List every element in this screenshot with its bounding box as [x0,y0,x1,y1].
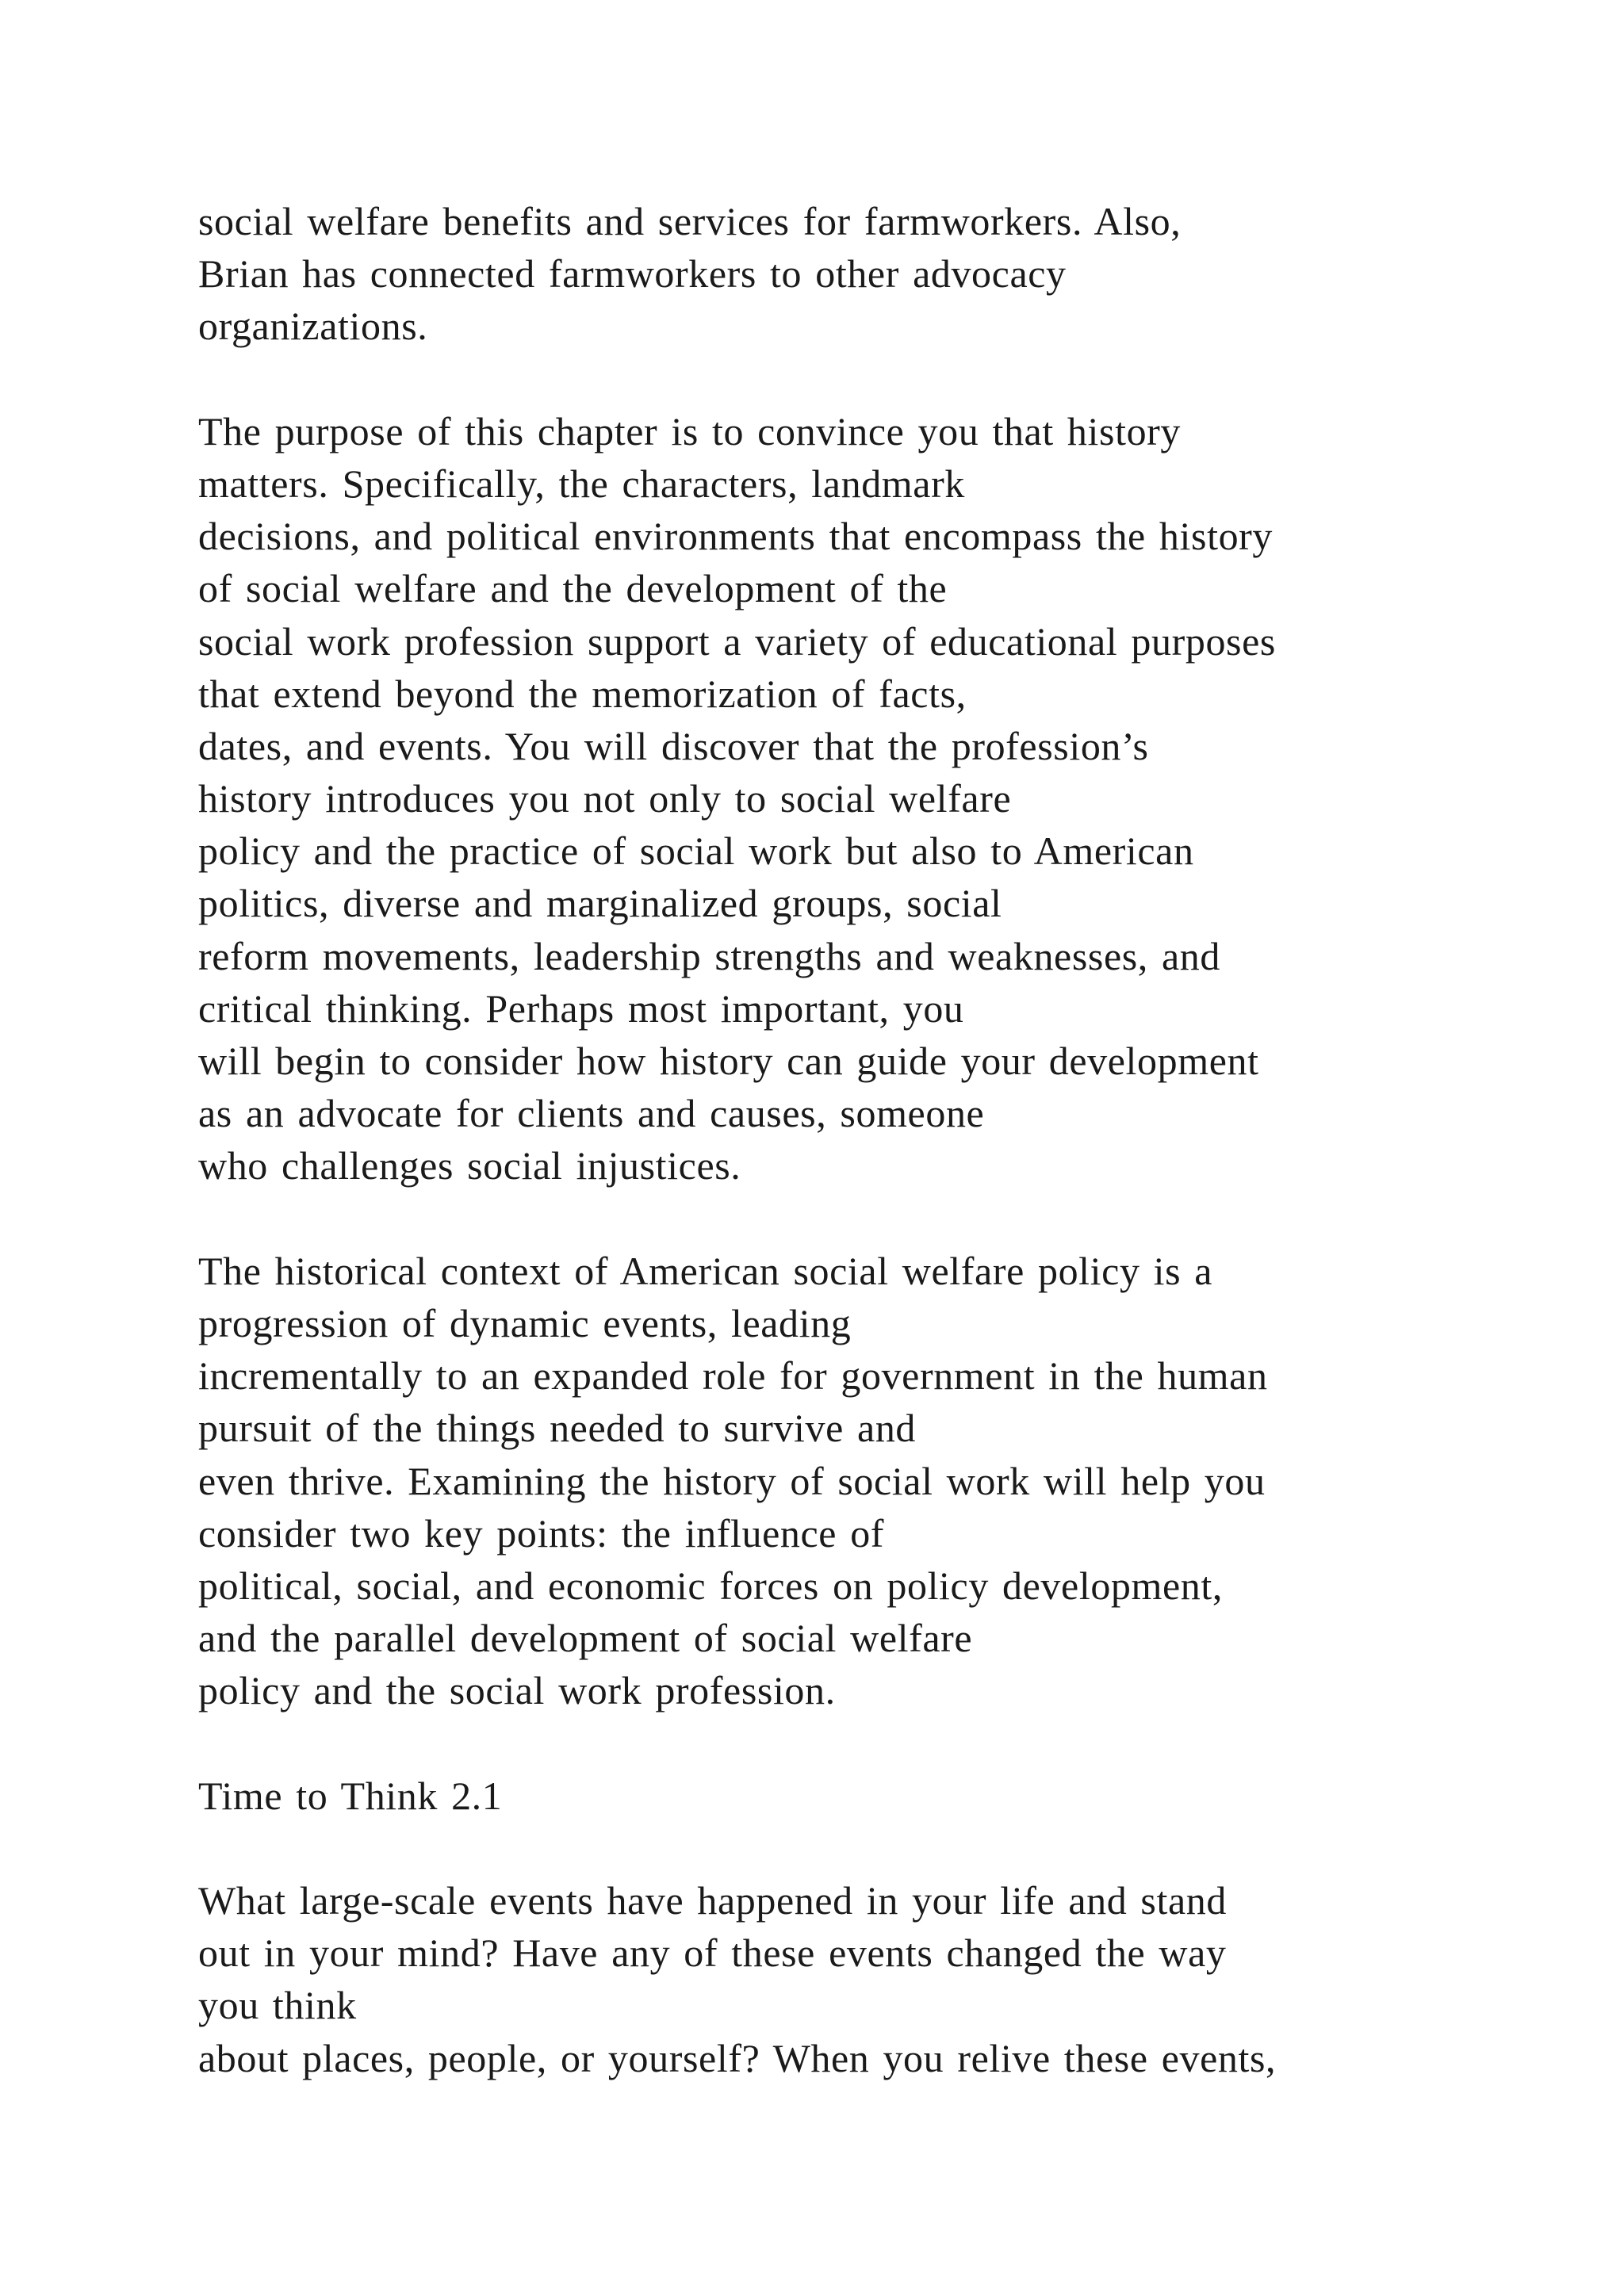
text-line: consider two key points: the influence of [198,1510,885,1556]
text-line: of social welfare and the development of the [198,566,948,611]
text-line: history introduces you not only to social welfare [198,776,1012,821]
text-line: policy and the social work profession. [198,1668,836,1713]
text-line: progression of dynamic events, leading [198,1300,852,1345]
text-line: dates, and events. You will discover that the profession’s [198,723,1149,768]
text-line: matters. Specifically, the characters, landmark [198,461,965,506]
text-line: and the parallel development of social welfare [198,1616,973,1661]
text-line: decisions, and political environments that encompass the history [198,514,1274,559]
text-line: The purpose of this chapter is to convince you that history [198,408,1182,453]
text-line: politics, diverse and marginalized groups, social [198,881,1002,926]
paragraph-gap [198,1192,1546,1245]
paragraph [198,1874,1546,2084]
text-line: organizations. [198,304,428,349]
text-line: who challenges social injustices. [198,1143,741,1188]
paragraph [198,1245,1546,1717]
paragraph [198,195,1546,353]
text-line: reform movements, leadership strengths and weaknesses, and [198,933,1220,978]
document-body [198,195,1546,2084]
paragraph-gap [198,353,1546,405]
text-line: incrementally to an expanded role for government in the human [198,1353,1268,1399]
text-line: that extend beyond the memorization of facts, [198,671,967,716]
text-line: out in your mind? Have any of these events changed the way [198,1931,1227,1976]
text-line: policy and the practice of social work but also to American [198,828,1194,874]
text-line: critical thinking. Perhaps most important, you [198,985,964,1031]
text-line: about places, people, or yourself? When you relive these events, [198,2035,1277,2080]
text-line: even thrive. Examining the history of social work will help you [198,1458,1266,1503]
paragraph-gap [198,1822,1546,1874]
text-line: social work profession support a variety of educational purposes [198,618,1276,664]
paragraph [198,405,1546,1192]
text-line: social welfare benefits and services for farmworkers. Also, [198,199,1182,243]
section-heading [198,1770,1546,1822]
text-line: political, social, and economic forces on policy development, [198,1563,1223,1608]
text-line: pursuit of the things needed to survive and [198,1406,917,1451]
paragraph-gap [198,1716,1546,1769]
text-line: What large-scale events have happened in your life and stand [198,1878,1227,1923]
text-line: will begin to consider how history can guide your development [198,1039,1259,1083]
text-line: Brian has connected farmworkers to other advocacy [198,251,1067,297]
text-line: The historical context of American social welfare policy is a [198,1248,1213,1293]
text-line: you think [198,1983,357,2028]
heading-line: Time to Think 2.1 [198,1773,503,1818]
text-line: as an advocate for clients and causes, someone [198,1091,985,1136]
